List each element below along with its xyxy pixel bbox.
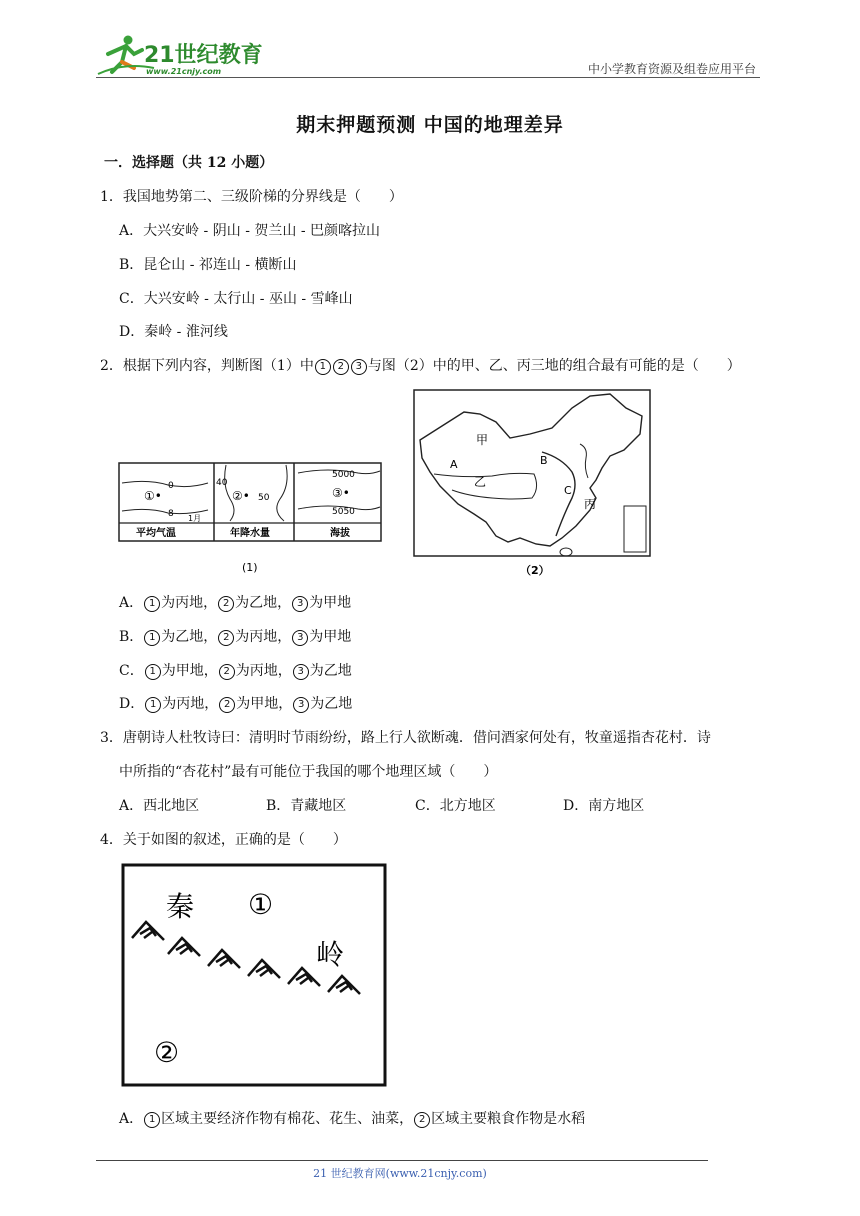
q1-option-c: C．大兴安岭 - 太行山 - 巫山 - 雪峰山 (119, 291, 353, 307)
isotherm-8: 8 (168, 509, 174, 519)
circle-3: 3 (351, 359, 367, 375)
region-jia: 甲 (476, 433, 489, 447)
ling-char: 岭 (316, 938, 345, 971)
isotherm-0: 0 (168, 481, 174, 491)
month-label: 1月 (188, 514, 202, 523)
panel1-label: 平均气温 (136, 528, 176, 539)
q2-option-d: D． 1 为丙地， 2 为甲地， 3 为乙地 (119, 696, 353, 712)
q1-option-d: D．秦岭 - 淮河线 (119, 324, 228, 340)
label-a: A (450, 458, 458, 471)
figure-qinling (120, 862, 390, 1092)
footer-link[interactable]: 21 世纪教育网(www.21cnjy.com) (313, 1167, 487, 1180)
q3-option-d: D．南方地区 (563, 798, 645, 814)
qin-char: 秦 (166, 890, 195, 923)
logo-sub: www.21cnjy.com (146, 67, 222, 76)
contour-5000: 5000 (332, 470, 355, 480)
figure-1-caption: (1) (242, 561, 258, 574)
q3-option-b: B．青藏地区 (266, 798, 347, 814)
q1-option-a: A．大兴安岭 - 阴山 - 贺兰山 - 巴颜喀拉山 (119, 223, 381, 239)
figure-2-china-map (412, 388, 654, 578)
region-bing: 丙 (584, 497, 597, 511)
label-c: C (564, 484, 572, 497)
q2-option-b: B． 1 为乙地， 2 为丙地， 3 为甲地 (119, 629, 352, 645)
q3-option-a: A．西北地区 (119, 798, 200, 814)
region-yi: 乙 (474, 475, 487, 489)
logo-main: 21世纪教育 (144, 43, 263, 68)
figure-1 (118, 455, 386, 580)
isohyet-50: 50 (258, 493, 270, 503)
footer-divider (96, 1160, 708, 1161)
q1-option-b: B．昆仑山 - 祁连山 - 横断山 (119, 257, 297, 273)
panel2-label: 年降水量 (230, 528, 270, 539)
circle-2: 2 (333, 359, 349, 375)
figure-2-caption: （2） (520, 564, 550, 577)
q2-option-a: A． 1 为丙地， 2 为乙地， 3 为甲地 (119, 595, 352, 611)
header-divider (96, 77, 760, 78)
q2-option-c: C． 1 为甲地， 2 为丙地， 3 为乙地 (119, 663, 352, 679)
q1-stem: 1．我国地势第二、三级阶梯的分界线是（ ） (100, 189, 403, 205)
point-1: ①• (144, 489, 162, 503)
q4-stem: 4．关于如图的叙述，正确的是（ ） (100, 832, 347, 848)
region-1: ① (248, 888, 274, 921)
q3-option-c: C．北方地区 (415, 798, 496, 814)
circle-1: 1 (315, 359, 331, 375)
section-heading: 一．选择题（共 12 小题） (104, 155, 274, 171)
region-2: ② (154, 1036, 180, 1069)
point-2: ②• (232, 489, 250, 503)
contour-5050: 5050 (332, 507, 355, 517)
page-title: 期末押题预测 中国的地理差异 (296, 114, 564, 136)
site-logo (94, 32, 264, 78)
q2-stem (100, 355, 741, 375)
q2-stem-b: 与图（2）中的甲、乙、丙三地的组合最有可能的是（ ） (367, 358, 741, 374)
point-3: ③• (332, 486, 350, 500)
q3-stem-line2: 中所指的“杏花村”最有可能位于我国的哪个地理区域（ ） (119, 764, 498, 780)
platform-name: 中小学教育资源及组卷应用平台 (587, 62, 756, 76)
panel3-label: 海拔 (330, 528, 350, 539)
label-b: B (540, 454, 548, 467)
q3-stem-line1: 3．唐朝诗人杜牧诗曰：清明时节雨纷纷，路上行人欲断魂．借问酒家何处有，牧童遥指杏花村．诗 (100, 730, 711, 746)
q4-option-a: A． 1 区域主要经济作物有棉花、花生、油菜， 2 区域主要粮食作物是水稻 (119, 1111, 586, 1127)
q2-stem-a: 2．根据下列内容，判断图（1）中 (100, 358, 314, 374)
isohyet-40: 40 (216, 478, 228, 488)
